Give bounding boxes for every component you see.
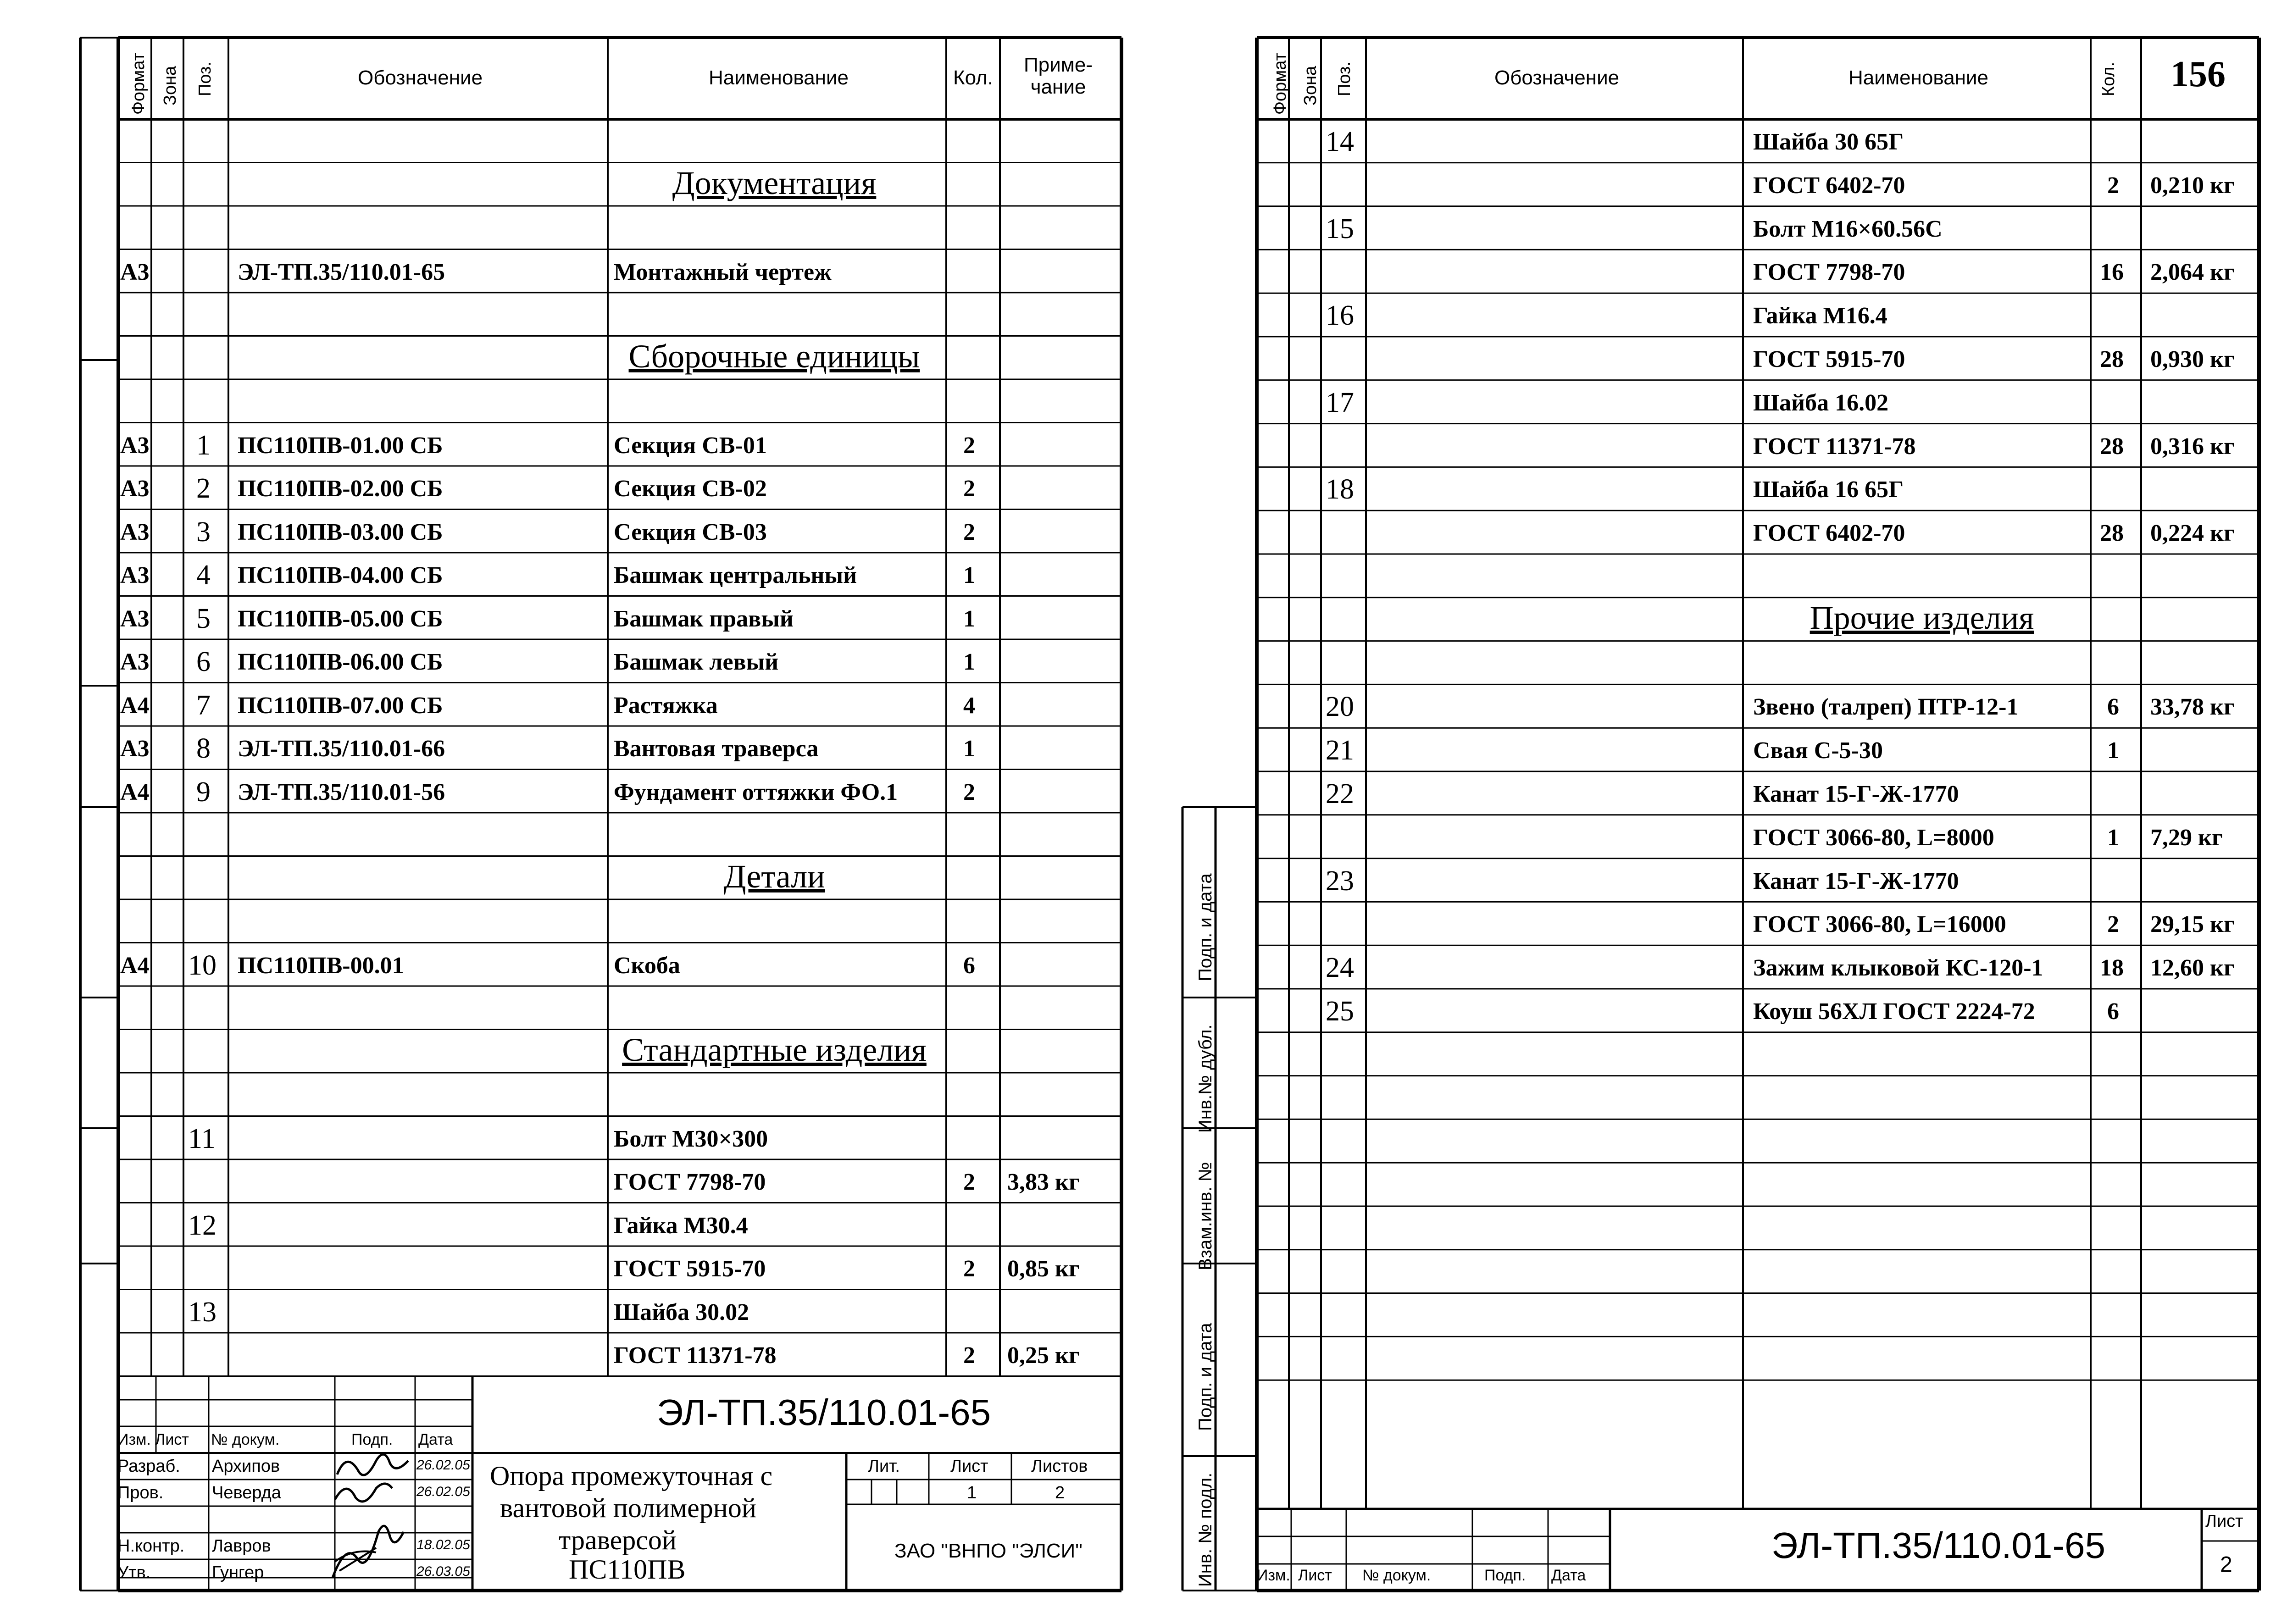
row-qty: 16 [2100,259,2124,286]
right-doc-code: ЭЛ-ТП.35/110.01-65 [1771,1525,2106,1566]
row-name: Секция СВ-01 [614,432,767,459]
row-name: Коуш 56ХЛ ГОСТ 2224-72 [1753,998,2035,1025]
tb-date-dev: 26.02.05 [416,1458,470,1473]
title-line1: Опора промежуточная с [490,1461,773,1491]
tb-col-list: Лист [155,1431,189,1448]
title-line2: вантовой полимерной [500,1493,756,1523]
row-name: Шайба 16.02 [1753,389,1889,416]
row-position: 12 [188,1209,216,1241]
row-name: ГОСТ 5915-70 [614,1256,766,1282]
row-name: Вантовая траверса [614,736,819,762]
side-stamp-label: Подп. и дата [1195,873,1216,981]
r-tb-sheet-label: Лист [2205,1512,2243,1531]
row-format: А3 [120,736,150,762]
row-qty: 28 [2100,433,2124,460]
row-designation: ЭЛ-ТП.35/110.01-66 [238,736,445,762]
row-note: 0,224 кг [2150,520,2235,547]
row-note: 0,930 кг [2150,346,2235,372]
row-name: Болт М16×60.56С [1753,216,1943,242]
tb-company: ЗАО "ВНПО "ЭЛСИ" [894,1540,1082,1562]
row-position: 22 [1326,778,1354,809]
tb-date-appr: 26.03.05 [416,1564,470,1579]
row-qty: 1 [2107,737,2119,764]
row-position: 14 [1326,126,1354,157]
header-pos: Поз. [195,61,215,96]
r-header-qty: Кол. [2099,61,2118,96]
row-name: ГОСТ 11371-78 [1753,433,1916,460]
row-qty: 2 [963,476,975,502]
row-designation: ПС110ПВ-00.01 [238,952,404,979]
r-tb-col-date: Дата [1551,1567,1586,1584]
row-name: Башмак правый [614,605,794,632]
row-name: Башмак центральный [614,562,857,588]
row-qty: 6 [2107,998,2119,1025]
row-name: Монтажный чертеж [614,259,832,285]
page-number: 156 [2170,54,2226,94]
section-heading: Детали [723,858,825,895]
row-name: Шайба 30.02 [614,1299,749,1325]
row-position: 17 [1326,387,1354,418]
header-note: Приме- чание [1024,54,1093,99]
tb-name-appr: Гунгер [212,1563,264,1582]
row-note: 3,83 кг [1007,1169,1080,1195]
row-format: А3 [120,476,150,502]
side-stamp-label: Взам.инв. № [1195,1162,1216,1270]
header-zone: Зона [161,66,180,105]
row-position: 15 [1326,213,1354,244]
row-designation: ПС110ПВ-03.00 СБ [238,519,443,545]
row-name: Башмак левый [614,649,779,675]
row-note: 0,25 кг [1007,1342,1080,1369]
header-format: Формат [129,53,148,115]
side-stamp-label: Инв. № подл. [1195,1472,1216,1587]
row-position: 6 [196,646,211,677]
r-tb-col-izm: Изм. [1257,1567,1290,1584]
row-qty: 1 [963,736,975,762]
row-qty: 1 [2107,824,2119,851]
row-format: А3 [120,519,150,545]
row-qty: 1 [963,562,975,588]
tb-sheet-value: 1 [967,1483,977,1502]
section-heading: Сборочные единицы [628,338,920,375]
r-header-zone: Зона [1301,66,1320,105]
row-name: ГОСТ 3066-80, L=16000 [1753,911,2006,938]
tb-col-doc: № докум. [211,1431,280,1448]
row-format: А3 [120,605,150,632]
tb-role-dev: Разраб. [117,1457,180,1476]
row-position: 7 [196,689,211,721]
row-qty: 2 [963,1256,975,1282]
title-line4: ПС110ПВ [569,1554,686,1585]
row-name: Шайба 16 65Г [1753,477,1904,503]
row-name: Фундамент оттяжки ФО.1 [614,779,898,805]
row-qty: 2 [2107,172,2119,199]
row-name: ГОСТ 3066-80, L=8000 [1753,824,1994,851]
header-name: Наименование [709,67,849,89]
row-qty: 2 [963,1169,975,1195]
tb-date-check: 26.02.05 [416,1484,470,1499]
row-position: 1 [196,429,211,461]
header-designation: Обозначение [358,67,483,89]
row-format: А3 [120,259,150,285]
row-name: Звено (талреп) ПТР-12-1 [1753,694,2019,721]
row-position: 24 [1326,952,1354,984]
section-heading: Стандартные изделия [622,1031,927,1068]
r-header-pos: Поз. [1335,61,1354,96]
row-position: 3 [196,516,211,548]
row-position: 2 [196,473,211,504]
row-name: Шайба 30 65Г [1753,129,1904,155]
r-tb-sheet-value: 2 [2220,1552,2232,1577]
r-header-designation: Обозначение [1494,67,1620,89]
row-name: Скоба [614,952,680,979]
row-qty: 2 [963,519,975,545]
row-name: Болт М30×300 [614,1125,768,1152]
tb-name-check: Чеверда [212,1483,281,1502]
row-format: А4 [120,779,150,805]
row-qty: 2 [963,1342,975,1369]
row-name: ГОСТ 6402-70 [1753,172,1905,199]
row-name: ГОСТ 7798-70 [614,1169,766,1195]
row-qty: 2 [963,779,975,805]
row-designation: ЭЛ-ТП.35/110.01-65 [238,259,445,285]
row-name: ГОСТ 6402-70 [1753,520,1905,547]
tb-lit-label: Лит. [868,1457,900,1476]
row-position: 4 [196,560,211,591]
row-name: ГОСТ 7798-70 [1753,259,1905,286]
row-name: Канат 15-Г-Ж-1770 [1753,868,1959,894]
tb-role-check: Пров. [117,1483,164,1502]
row-position: 21 [1326,735,1354,766]
row-note: 0,316 кг [2150,433,2235,460]
tb-sheet-label: Лист [950,1457,988,1476]
row-name: Растяжка [614,692,718,719]
row-note: 7,29 кг [2150,824,2223,851]
side-stamp-label: Подп. и дата [1195,1323,1216,1431]
r-header-format: Формат [1271,53,1290,115]
row-name: Зажим клыковой КС-120-1 [1753,955,2043,981]
row-position: 18 [1326,474,1354,505]
tb-col-izm: Изм. [117,1431,151,1448]
title-line3: траверсой [559,1525,677,1555]
header-qty: Кол. [953,67,994,89]
side-stamp-label: Инв.№ дубл. [1195,1024,1216,1133]
tb-role-appr: Утв. [117,1563,151,1582]
row-position: 13 [188,1296,216,1328]
row-format: А3 [120,649,150,675]
row-position: 9 [196,776,211,808]
row-qty: 6 [963,952,975,979]
row-designation: ПС110ПВ-02.00 СБ [238,476,443,502]
row-designation: ЭЛ-ТП.35/110.01-56 [238,779,445,805]
row-position: 11 [188,1123,216,1154]
row-name: Свая С-5-30 [1753,737,1883,764]
row-designation: ПС110ПВ-04.00 СБ [238,562,443,588]
row-qty: 4 [963,692,975,719]
row-note: 2,064 кг [2150,259,2235,286]
row-name: ГОСТ 11371-78 [614,1342,777,1369]
row-note: 33,78 кг [2150,694,2235,721]
row-position: 5 [196,603,211,634]
row-designation: ПС110ПВ-06.00 СБ [238,649,443,675]
tb-col-sign: Подп. [351,1431,393,1448]
tb-sheets-label: Листов [1031,1457,1088,1476]
row-qty: 28 [2100,346,2124,372]
row-designation: ПС110ПВ-07.00 СБ [238,692,443,719]
r-header-name: Наименование [1848,67,1989,89]
tb-name-nk: Лавров [212,1536,271,1556]
row-qty: 1 [963,649,975,675]
left-doc-code: ЭЛ-ТП.35/110.01-65 [657,1392,991,1433]
row-position: 10 [188,949,216,981]
tb-sheets-value: 2 [1055,1483,1065,1502]
row-position: 23 [1326,865,1354,897]
row-name: Секция СВ-02 [614,476,767,502]
row-qty: 1 [963,605,975,632]
tb-col-date: Дата [418,1431,453,1448]
row-name: Гайка М16.4 [1753,303,1887,329]
row-position: 20 [1326,691,1354,723]
row-note: 0,85 кг [1007,1256,1080,1282]
row-note: 0,210 кг [2150,172,2235,199]
row-qty: 2 [2107,911,2119,938]
row-designation: ПС110ПВ-01.00 СБ [238,432,443,459]
row-note: 29,15 кг [2150,911,2235,938]
r-tb-col-doc: № докум. [1362,1567,1431,1584]
r-tb-col-list: Лист [1298,1567,1332,1584]
row-format: А4 [120,952,150,979]
section-heading: Документация [672,164,877,201]
row-note: 12,60 кг [2150,955,2235,981]
row-name: Секция СВ-03 [614,519,767,545]
row-position: 8 [196,733,211,764]
row-qty: 18 [2100,955,2124,981]
row-name: Гайка М30.4 [614,1212,748,1239]
row-designation: ПС110ПВ-05.00 СБ [238,605,443,632]
row-position: 16 [1326,300,1354,332]
row-format: А4 [120,692,150,719]
tb-date-nk: 18.02.05 [416,1537,470,1552]
row-format: А3 [120,562,150,588]
row-position: 25 [1326,996,1354,1027]
tb-name-dev: Архипов [212,1457,280,1476]
row-qty: 28 [2100,520,2124,547]
row-format: А3 [120,432,150,459]
row-qty: 6 [2107,694,2119,721]
r-tb-col-sign: Подп. [1484,1567,1526,1584]
row-qty: 2 [963,432,975,459]
section-heading: Прочие изделия [1810,599,2034,636]
row-name: ГОСТ 5915-70 [1753,346,1905,372]
row-name: Канат 15-Г-Ж-1770 [1753,781,1959,807]
tb-role-nk: Н.контр. [117,1536,185,1556]
